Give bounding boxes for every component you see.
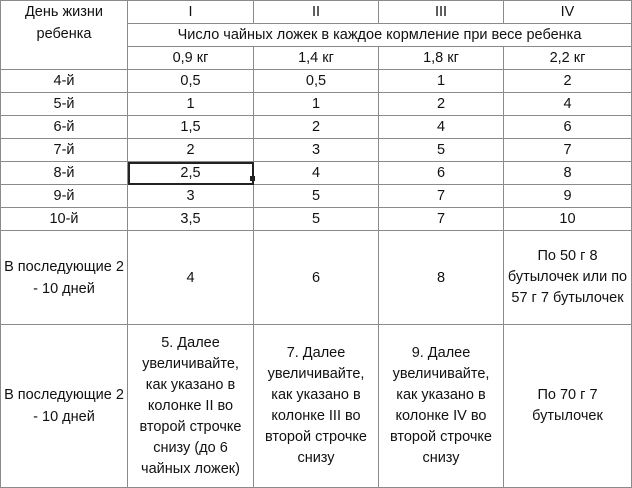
value-cell[interactable]: 4 <box>128 231 254 325</box>
value-cell[interactable]: 1 <box>379 70 504 93</box>
value-cell[interactable]: 3 <box>254 139 379 162</box>
value-cell[interactable]: 8 <box>504 162 632 185</box>
value-cell[interactable]: 2 <box>254 116 379 139</box>
day-label-cell[interactable]: 5-й <box>1 93 128 116</box>
value-cell[interactable]: 0,5 <box>128 70 254 93</box>
table-row <box>1 139 632 162</box>
value-cell[interactable]: 5 <box>254 208 379 231</box>
value-cell[interactable]: 7 <box>504 139 632 162</box>
value-cell[interactable]: 4 <box>504 93 632 116</box>
value-cell[interactable]: 1 <box>128 93 254 116</box>
table-row <box>1 185 632 208</box>
day-label-cell[interactable]: В последующие 2 - 10 дней <box>1 325 128 488</box>
value-cell[interactable]: 3,5 <box>128 208 254 231</box>
value-cell[interactable]: 8 <box>379 231 504 325</box>
table-row <box>1 116 632 139</box>
day-label-cell[interactable]: 9-й <box>1 185 128 208</box>
column-number-cell[interactable]: IV <box>504 1 632 24</box>
table-row <box>1 208 632 231</box>
column-number-cell[interactable]: II <box>254 1 379 24</box>
value-cell[interactable]: 1 <box>254 93 379 116</box>
value-cell[interactable]: 4 <box>379 116 504 139</box>
value-cell[interactable]: 7. Далее увеличивайте, как указано в колонке III во второй строчке снизу <box>254 325 379 488</box>
value-cell[interactable]: 9 <box>504 185 632 208</box>
weight-header-cell[interactable]: 0,9 кг <box>128 47 254 70</box>
value-cell[interactable]: 6 <box>379 162 504 185</box>
header-day-of-life[interactable]: День жизни ребенка <box>1 1 128 70</box>
column-number-cell[interactable]: III <box>379 1 504 24</box>
selection-fill-handle[interactable] <box>250 176 255 181</box>
value-cell[interactable]: 6 <box>254 231 379 325</box>
day-label-cell[interactable]: 7-й <box>1 139 128 162</box>
table-row <box>1 70 632 93</box>
value-cell[interactable]: 6 <box>504 116 632 139</box>
day-label-cell[interactable]: 10-й <box>1 208 128 231</box>
table-row <box>1 325 632 488</box>
weight-header-cell[interactable]: 1,8 кг <box>379 47 504 70</box>
spoons-header[interactable]: Число чайных ложек в каждое кормление при весе ребенка <box>128 24 632 47</box>
table-row <box>1 231 632 325</box>
value-cell[interactable]: 9. Далее увеличивайте, как указано в колонке IV во второй строчке снизу <box>379 325 504 488</box>
day-label-cell[interactable]: В последующие 2 - 10 дней <box>1 231 128 325</box>
value-cell[interactable]: 0,5 <box>254 70 379 93</box>
day-label-cell[interactable]: 6-й <box>1 116 128 139</box>
value-cell[interactable]: 7 <box>379 185 504 208</box>
column-number-cell[interactable]: I <box>128 1 254 24</box>
value-cell[interactable]: 5 <box>254 185 379 208</box>
value-cell[interactable]: 2 <box>504 70 632 93</box>
value-cell[interactable]: 7 <box>379 208 504 231</box>
weight-header-cell[interactable]: 2,2 кг <box>504 47 632 70</box>
value-cell[interactable]: 5. Далее увеличивайте, как указано в колонке II во второй строчке снизу (до 6 чайных ложек) <box>128 325 254 488</box>
table-row <box>1 162 632 185</box>
selected-value-cell[interactable]: 2,5 <box>128 162 254 185</box>
value-cell[interactable]: 4 <box>254 162 379 185</box>
value-cell[interactable]: 10 <box>504 208 632 231</box>
value-cell[interactable]: 2 <box>128 139 254 162</box>
table-row <box>1 93 632 116</box>
value-cell[interactable]: По 70 г 7 бутылочек <box>504 325 632 488</box>
value-cell[interactable]: 5 <box>379 139 504 162</box>
value-cell[interactable]: По 50 г 8 бутылочек или по 57 г 7 бутылочек <box>504 231 632 325</box>
day-label-cell[interactable]: 4-й <box>1 70 128 93</box>
day-label-cell[interactable]: 8-й <box>1 162 128 185</box>
value-cell[interactable]: 1,5 <box>128 116 254 139</box>
value-cell[interactable]: 2 <box>379 93 504 116</box>
weight-header-cell[interactable]: 1,4 кг <box>254 47 379 70</box>
value-cell[interactable]: 3 <box>128 185 254 208</box>
